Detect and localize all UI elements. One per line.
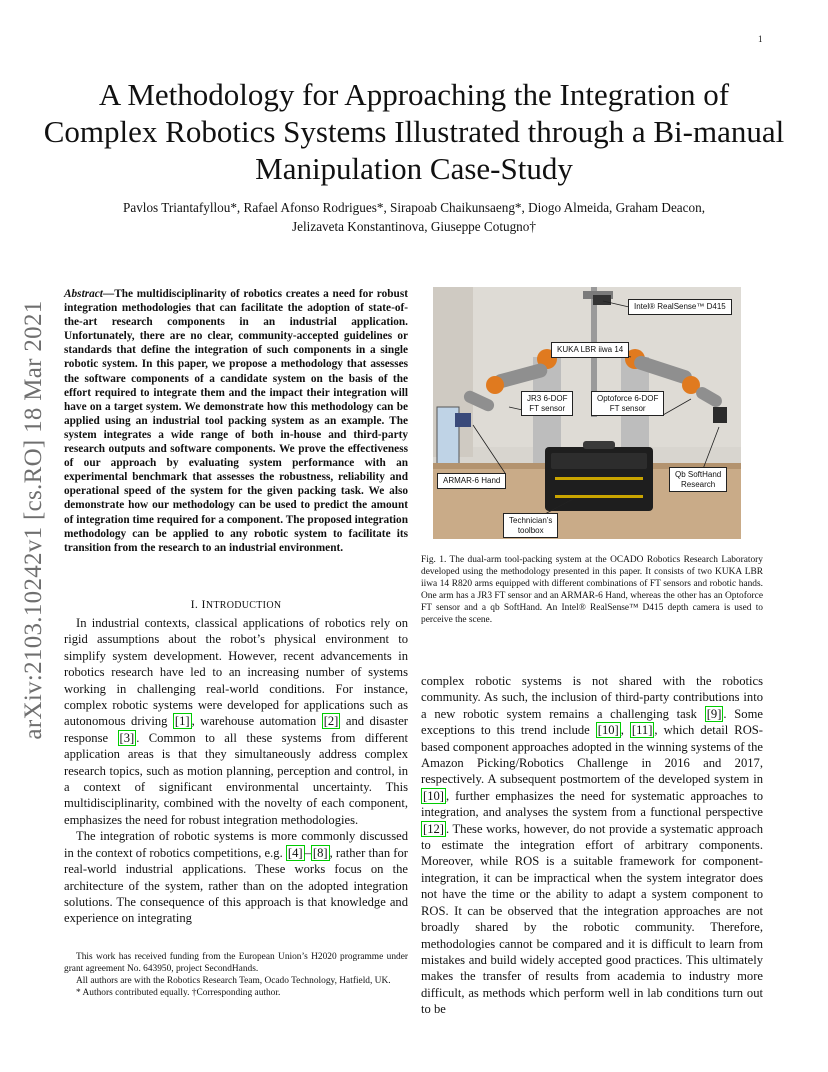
figure-1-caption: Fig. 1. The dual-arm tool-packing system at the OCADO Robotics Research Laboratory developed using the methodology presented in this paper. It consists of two KUKA LBR iiwa 14 R820 arms equipped with different combinations of FT sensors and robotic hands. One arm has a JR3 FT sensor and an ARMAR-6 Hand, whereas the other has an Optoforce FT sensor and a qb SoftHand. An Intel® RealSense™ D415 depth camera is used to perceive the scene. [421, 555, 763, 625]
citation-11[interactable]: [11] [631, 723, 653, 738]
citation-10[interactable]: [10] [597, 723, 619, 738]
text-run: , warehouse automation [191, 714, 322, 729]
text-run: , rather than for real-world industrial applications. These works focus on the architecture of the system, rather than on the adopted integration solutions. The consequence of this approach is that knowledge and experience on integrating [64, 845, 408, 926]
label-armar: ARMAR-6 Hand [437, 473, 506, 489]
label-toolbox [503, 513, 558, 538]
label-optoforce-line2: FT sensor [609, 403, 646, 413]
citation-4[interactable]: [4] [287, 845, 303, 860]
label-jr3-line2: FT sensor [529, 403, 566, 413]
label-toolbox-line2: toolbox [517, 525, 544, 535]
section-number: I. [190, 597, 199, 611]
label-jr3 [521, 391, 573, 416]
citation-9[interactable]: [9] [706, 706, 722, 721]
intro-right-column [421, 673, 763, 1018]
author-line-2: Jelizaveta Konstantinova, Giuseppe Cotugno† [292, 219, 536, 234]
label-qb-line2: Research [681, 479, 716, 489]
label-qb-line1: Qb SoftHand [675, 470, 722, 479]
intro-left-column [64, 615, 408, 927]
abstract-text: —The multidisciplinarity of robotics creates a need for robust integration methodologies that can facilitate the adoption of state-of-the-art research components in an industrial application. Unfortunately, there are no clear, community-accepted guidelines or standards that define the integration of such components in a single robotic system. In this paper, we propose a methodology that assesses the software components of a candidate system on the basis of the effort required to integrate them and the impact their integration will have on a target system. We demonstrate how this methodology can be applied using an industrial tool packing system as an example. The system integrates a wide range of both in-house and third-party research outputs and software components. We prove the effectiveness of our approach by evaluating system performance with an experimental benchmark that assesses the robustness, reliability and operational speed of the system for the given packing task. We also demonstrate how our methodology can be used to predict the amount of integration time required for a component. The proposed integration methodology can be applied to any robotic system to facilitate its transition from the research to an industrial environment. [64, 288, 408, 554]
abstract-label: Abstract [64, 288, 103, 300]
footnote-funding: This work has received funding from the European Union’s H2020 programme under grant agreement No. 643950, project SecondHands. [64, 952, 408, 974]
text-run: – [304, 845, 311, 860]
text-run: In industrial contexts, classical applications of robotics rely on rigid assumptions about the robot’s physical environment to simplify system development. However, recent advancements in robotics research have led to an increasing number of systems working in challenging real-world conditions. For instance, complex robotic systems were developed for applications such as autonomous driving [64, 616, 408, 729]
citation-3[interactable]: [3] [119, 730, 135, 745]
figure-1-photo [433, 287, 741, 539]
author-line-1: Pavlos Triantafyllou*, Rafael Afonso Rodrigues*, Sirapoab Chaikunsaeng*, Diogo Almeida, Graham Deacon, [123, 200, 705, 215]
author-list [40, 198, 788, 236]
text-run: and disaster response [64, 714, 408, 745]
text-run: . Some exceptions to this trend include [421, 706, 763, 738]
label-toolbox-line1: Technician’s [509, 516, 553, 525]
arxiv-identifier: arXiv:2103.10242v1 [cs.RO] 18 Mar 2021 [20, 300, 47, 740]
section-title-rest: NTRODUCTION [205, 600, 282, 611]
text-run: , which detail ROS-based component approaches adopted in the winning systems of the Amazon Picking/Robotics Challenge in 2016 and 2017, respectively. A subsequent postmortem of the developed system in [421, 723, 763, 787]
label-optoforce [591, 391, 664, 416]
label-jr3-line1: JR3 6-DOF [527, 394, 568, 403]
text-run: The integration of robotic systems is more commonly discussed in the context of robotics competitions, e.g. [64, 829, 408, 860]
page-number: 1 [758, 34, 763, 44]
label-qb-softhand [669, 467, 727, 492]
section-initial: I [201, 597, 206, 611]
text-run: . Common to all these systems from different application areas is that they simultaneously address complex research topics, such as motion planning, perception and control, in a context of significant environmental uncertainty. This multidisciplinarity, combined with the novelty of each component, emphasizes the need for robust integration methodologies. [64, 730, 408, 827]
intro-paragraph-2 [64, 828, 408, 926]
citation-8[interactable]: [8] [312, 845, 328, 860]
text-run: , further emphasizes the need for systematic approaches to integration, and analyses the system from a functional perspective [421, 788, 763, 820]
footnotes [64, 952, 408, 1000]
label-optoforce-line1: Optoforce 6-DOF [597, 394, 659, 403]
citation-12[interactable]: [12] [423, 821, 444, 836]
section-heading-introduction [64, 597, 408, 612]
text-run: . These works, however, do not provide a systematic approach to estimate the integration effort of arbitrary components. Moreover, while ROS is a suitable framework for component-integration, it can be impractical when the system integrator does not have the time or the ability to adapt a system component to ROS. It can be observed that the integration approaches are not broadly shared by the robotic community. Therefore, methodologies cannot be compared and it is difficult to learn from mistakes and build widely accepted good practices. This ultimately makes the transfer of results from academia to industry more difficult, as methods which perform well in lab conditions turn out to be [421, 821, 763, 1017]
footnote-affiliation: All authors are with the Robotics Research Team, Ocado Technology, Hatfield, UK. [76, 975, 391, 986]
citation-2[interactable]: [2] [323, 714, 339, 729]
robot-scene-illustration [433, 287, 741, 539]
citation-10[interactable]: [10] [423, 788, 444, 803]
citation-1[interactable]: [1] [174, 714, 190, 729]
abstract [64, 287, 408, 555]
intro-paragraph-2-continued [421, 673, 763, 1018]
text-run: complex robotic systems is not shared with the robotics community. As such, the inclusion of third-party contributions into a new robotic system remains a challenging task [421, 674, 763, 721]
text-run: , [620, 723, 630, 738]
footnote-equal-contribution: * Authors contributed equally. †Corresponding author. [76, 987, 281, 998]
label-kuka: KUKA LBR iiwa 14 [551, 342, 629, 358]
label-realsense: Intel® RealSense™ D415 [628, 299, 732, 315]
paper-title: A Methodology for Approaching the Integration of Complex Robotics Systems Illustrated through a Bi-manual Manipulation Case-Study [43, 77, 785, 186]
intro-paragraph-1 [64, 615, 408, 828]
